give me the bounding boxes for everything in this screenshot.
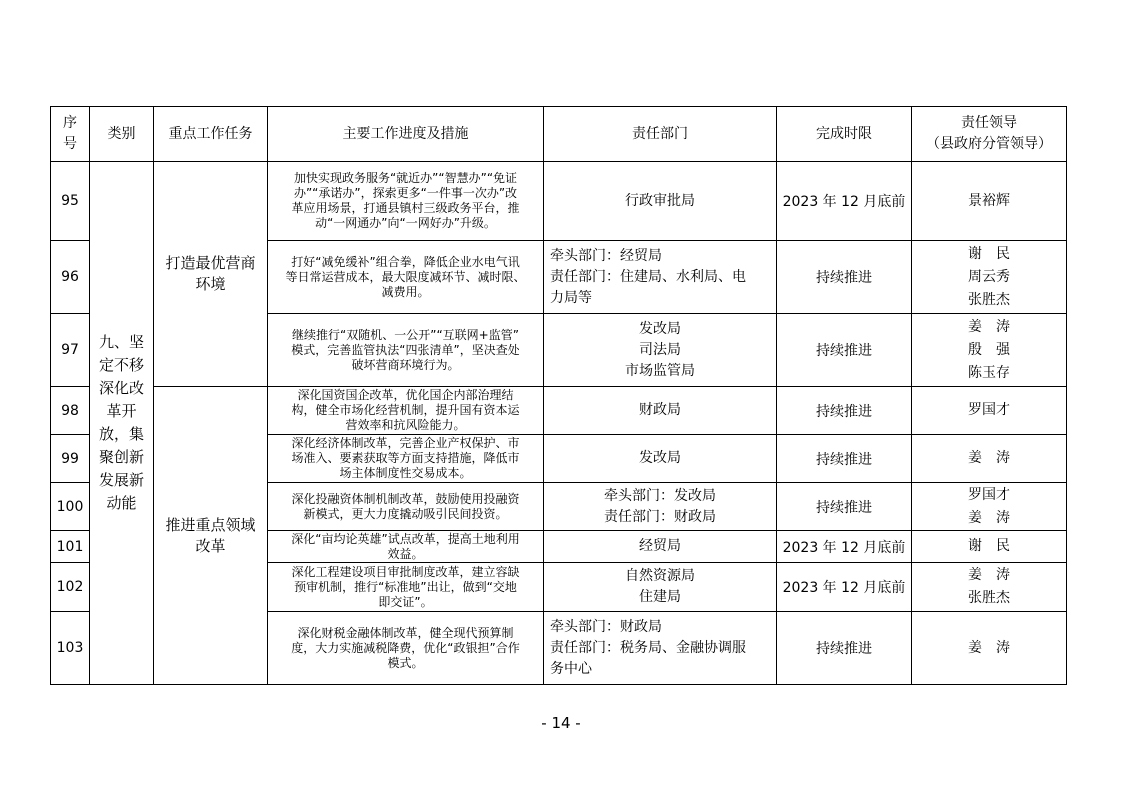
measure-cell bbox=[268, 241, 544, 314]
row-number: 96 bbox=[51, 241, 90, 314]
deadline-cell: 2023 年 12 月底前 bbox=[777, 162, 912, 241]
dept-line: 责任部门：财政局 bbox=[604, 508, 716, 525]
measure-line: 模式，完善监管执法“四张清单”，坚决查处 bbox=[291, 342, 520, 357]
leaders-line: 谢 民 bbox=[968, 245, 1010, 262]
deadline-cell: 持续推进 bbox=[777, 241, 912, 314]
leaders-line: 张胜杰 bbox=[968, 291, 1010, 308]
leaders-line: 张胜杰 bbox=[968, 590, 1010, 606]
header-row bbox=[51, 107, 1067, 162]
dept-line: 力局等 bbox=[550, 289, 592, 306]
measure-line: 革应用场景，打通县镇村三级政务平台，推 bbox=[291, 201, 520, 215]
dept-cell bbox=[544, 314, 777, 387]
measure-cell bbox=[268, 531, 544, 563]
measure-line: 场准入、要素获取等方面支持措施，降低市 bbox=[291, 451, 520, 465]
measure-line: 深化投融资体制机制改革，鼓励使用投融资 bbox=[291, 491, 520, 506]
row-number: 97 bbox=[51, 314, 90, 387]
row-number: 103 bbox=[51, 612, 90, 685]
leaders-line: 谢 民 bbox=[968, 538, 1010, 554]
dept-line: 发改局 bbox=[639, 320, 681, 337]
header-dept: 责任部门 bbox=[544, 107, 777, 162]
measure-line: 场主体制度性交易成本。 bbox=[339, 466, 472, 480]
deadline-cell: 持续推进 bbox=[777, 483, 912, 531]
header-task: 重点工作任务 bbox=[154, 107, 268, 162]
dept-cell bbox=[544, 531, 777, 563]
leader-cell bbox=[912, 531, 1067, 563]
measure-line: 等日常运营成本，最大限度减环节、减时限、 bbox=[285, 269, 526, 284]
row-number: 99 bbox=[51, 435, 90, 483]
row-number: 100 bbox=[51, 483, 90, 531]
dept-line: 行政审批局 bbox=[625, 192, 695, 209]
page-number: - 14 - bbox=[541, 714, 581, 732]
leaders-line: 姜 涛 bbox=[968, 639, 1010, 656]
measure-line: 办”“承诺办”，探索更多“一件事一次办”改 bbox=[293, 186, 518, 200]
measure-cell bbox=[268, 612, 544, 685]
header-leader bbox=[912, 107, 1067, 162]
dept-line: 财政局 bbox=[639, 402, 681, 418]
dept-line: 发改局 bbox=[639, 450, 681, 466]
measure-cell bbox=[268, 483, 544, 531]
dept-line: 务中心 bbox=[550, 660, 592, 677]
header-leader-line2: （县政府分管领导） bbox=[926, 136, 1052, 152]
dept-cell bbox=[544, 162, 777, 241]
measure-line: 加快实现政务服务“就近办”“智慧办”“免证 bbox=[293, 171, 518, 185]
leaders-line: 景裕辉 bbox=[968, 192, 1010, 209]
row-number: 102 bbox=[51, 563, 90, 612]
measure-line: 营效率和抗风险能力。 bbox=[345, 418, 466, 432]
dept-line: 责任部门：税务局、金融协调服 bbox=[550, 639, 746, 656]
deadline-cell: 2023 年 12 月底前 bbox=[777, 531, 912, 563]
leaders-line: 姜 涛 bbox=[968, 509, 1010, 526]
dept-line: 住建局 bbox=[639, 589, 681, 605]
dept-cell bbox=[544, 241, 777, 314]
leaders-line: 姜 涛 bbox=[968, 450, 1010, 466]
category-line: 聚创新 bbox=[98, 448, 144, 466]
row-number: 101 bbox=[51, 531, 90, 563]
measure-line: 构，健全市场化经营机制，提升国有资本运 bbox=[291, 403, 520, 417]
measure-line: 即交证”。 bbox=[378, 594, 433, 609]
dept-cell bbox=[544, 387, 777, 435]
measure-cell bbox=[268, 314, 544, 387]
task-line: 环境 bbox=[195, 275, 226, 293]
task-line: 打造最优营商 bbox=[165, 254, 256, 272]
measure-line: 深化工程建设项目审批制度改革，建立容缺 bbox=[291, 564, 520, 579]
dept-line: 司法局 bbox=[639, 341, 681, 358]
task-line: 推进重点领域 bbox=[165, 515, 256, 534]
task-cell-key-reform bbox=[154, 387, 268, 685]
dept-line: 牵头部门：财政局 bbox=[550, 618, 662, 635]
leaders-line: 周云秀 bbox=[968, 268, 1010, 285]
dept-cell bbox=[544, 563, 777, 612]
leader-cell bbox=[912, 387, 1067, 435]
dept-line: 自然资源局 bbox=[625, 568, 695, 584]
leaders-line: 姜 涛 bbox=[968, 318, 1010, 335]
row-number: 95 bbox=[51, 162, 90, 241]
dept-line: 牵头部门：发改局 bbox=[604, 487, 716, 504]
leader-cell bbox=[912, 314, 1067, 387]
measure-cell bbox=[268, 162, 544, 241]
table-row bbox=[51, 162, 1067, 241]
measure-line: 深化财税金融体制改革，健全现代预算制 bbox=[297, 625, 514, 640]
header-seq: 序号 bbox=[51, 107, 90, 162]
category-line: 发展新 bbox=[98, 471, 144, 489]
dept-line: 责任部门：住建局、水利局、电 bbox=[550, 268, 746, 285]
measure-line: 减费用。 bbox=[381, 284, 430, 299]
measure-line: 打好“减免缓补”组合拳，降低企业水电气讯 bbox=[291, 254, 520, 269]
measure-line: 继续推行“双随机、一公开”“互联网+监管” bbox=[292, 327, 519, 342]
row-number: 98 bbox=[51, 387, 90, 435]
leader-cell bbox=[912, 483, 1067, 531]
header-leader-line1: 责任领导 bbox=[961, 115, 1017, 131]
measure-line: 模式。 bbox=[387, 655, 424, 670]
measure-line: 深化“亩均论英雄”试点改革，提高土地利用 bbox=[291, 531, 520, 546]
dept-cell bbox=[544, 612, 777, 685]
leader-cell bbox=[912, 241, 1067, 314]
category-line: 九、坚 bbox=[98, 333, 144, 351]
leader-cell bbox=[912, 563, 1067, 612]
dept-cell bbox=[544, 483, 777, 531]
measure-line: 度，大力实施减税降费，优化“政银担”合作 bbox=[291, 640, 520, 655]
measure-cell bbox=[268, 563, 544, 612]
leaders-line: 陈玉存 bbox=[968, 364, 1010, 381]
category-line: 定不移 bbox=[98, 356, 144, 374]
dept-line: 经贸局 bbox=[639, 538, 681, 554]
leaders-line: 姜 涛 bbox=[968, 567, 1010, 583]
task-line: 改革 bbox=[195, 536, 226, 555]
measure-line: 效益。 bbox=[387, 546, 424, 561]
dept-line: 市场监管局 bbox=[625, 362, 695, 379]
measure-line: 预审机制，推行“标准地”出让，做到“交地 bbox=[294, 579, 517, 594]
leader-cell bbox=[912, 435, 1067, 483]
measure-cell bbox=[268, 435, 544, 483]
category-line: 动能 bbox=[106, 494, 137, 512]
category-line: 革开 bbox=[106, 402, 137, 420]
deadline-cell: 持续推进 bbox=[777, 612, 912, 685]
leaders-line: 殷 强 bbox=[968, 341, 1010, 358]
measure-line: 动“一网通办”向“一网好办”升级。 bbox=[315, 216, 496, 230]
category-line: 放，集 bbox=[98, 425, 144, 443]
measure-line: 新模式，更大力度撬动吸引民间投资。 bbox=[303, 506, 508, 521]
header-deadline: 完成时限 bbox=[777, 107, 912, 162]
header-category: 类别 bbox=[90, 107, 154, 162]
deadline-cell: 持续推进 bbox=[777, 314, 912, 387]
deadline-cell: 2023 年 12 月底前 bbox=[777, 563, 912, 612]
measure-line: 深化国资国企改革，优化国企内部治理结 bbox=[297, 388, 514, 402]
measure-cell bbox=[268, 387, 544, 435]
dept-line: 牵头部门：经贸局 bbox=[550, 247, 662, 264]
leader-cell bbox=[912, 612, 1067, 685]
category-cell bbox=[90, 162, 154, 685]
deadline-cell: 持续推进 bbox=[777, 435, 912, 483]
leaders-line: 罗国才 bbox=[968, 486, 1010, 503]
measure-line: 破坏营商环境行为。 bbox=[351, 357, 460, 372]
work-task-table bbox=[50, 106, 1067, 685]
table-row bbox=[51, 387, 1067, 435]
deadline-cell: 持续推进 bbox=[777, 387, 912, 435]
category-line: 深化改 bbox=[98, 379, 144, 397]
leaders-line: 罗国才 bbox=[968, 402, 1010, 418]
header-measures: 主要工作进度及措施 bbox=[268, 107, 544, 162]
task-cell-business-environment bbox=[154, 162, 268, 387]
dept-cell bbox=[544, 435, 777, 483]
measure-line: 深化经济体制改革，完善企业产权保护、市 bbox=[291, 436, 520, 450]
leader-cell bbox=[912, 162, 1067, 241]
